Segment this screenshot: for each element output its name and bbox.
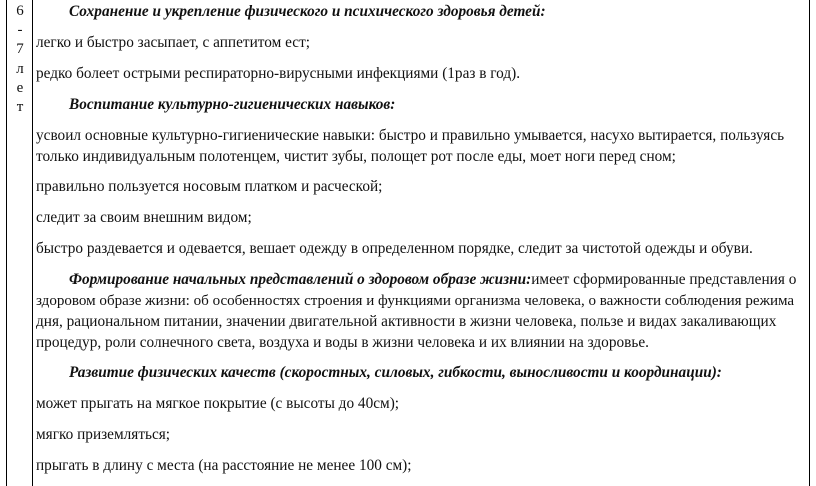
- list-item-continuation: только индивидуальным полотенцем, чистит зубы, полощет рот после еды, моет ноги перед сном;: [36, 148, 676, 165]
- list-item: может прыгать на мягкое покрытие (с высоты до 40см);: [36, 395, 400, 412]
- section-heading-hygiene: Воспитание культурно-гигиенических навыков:: [69, 96, 396, 113]
- lifestyle-line: дня, рациональном питании, значении двигательной активности в жизни человека, пользе и видах закаливающих: [36, 313, 777, 330]
- age-column: [7, 0, 33, 486]
- age-label-char: -: [17, 22, 23, 38]
- age-label-char: т: [16, 99, 24, 115]
- development-table: [6, 0, 810, 486]
- list-item: быстро раздевается и одевается, вешает одежду в определенном порядке, следит за чистотой одежды и обуви.: [36, 240, 753, 257]
- list-item: мягко приземляться;: [36, 426, 171, 443]
- section-heading-physical: Развитие физических качеств (скоростных, силовых, гибкости, выносливости и координации):: [69, 364, 722, 381]
- age-label-char: 6: [16, 3, 24, 19]
- list-item: следит за своим внешним видом;: [36, 209, 252, 226]
- age-label-char: 7: [16, 41, 24, 57]
- section-heading-health: Сохранение и укрепление физического и психического здоровья детей:: [69, 3, 546, 20]
- section-heading-lifestyle: Формирование начальных представлений о здоровом образе жизни:: [69, 271, 532, 288]
- lifestyle-line: здоровом образе жизни: об особенностях строения и функциями организма человека, о важности соблюдения режима: [36, 293, 795, 309]
- list-item: прыгать в длину с места (на расстояние не менее 100 см);: [36, 457, 412, 474]
- lifestyle-text: имеет сформированные представления о: [531, 271, 797, 288]
- list-item: правильно пользуется носовым платком и расческой;: [36, 178, 383, 195]
- lifestyle-line: процедур, роли солнечного света, воздуха и воды в жизни человека и их влиянии на здоровье.: [36, 334, 649, 351]
- age-label-char: л: [16, 61, 24, 77]
- age-label-char: е: [16, 80, 24, 96]
- lifestyle-first-line: [69, 271, 796, 289]
- list-item: редко болеет острыми респираторно-вирусными инфекциями (1раз в год).: [36, 65, 521, 82]
- list-item: усвоил основные культурно-гигиенические навыки: быстро и правильно умывается, насухо вытирается, пользуясь: [36, 127, 785, 144]
- content-column: [36, 0, 806, 486]
- list-item: легко и быстро засыпает, с аппетитом ест;: [36, 34, 310, 51]
